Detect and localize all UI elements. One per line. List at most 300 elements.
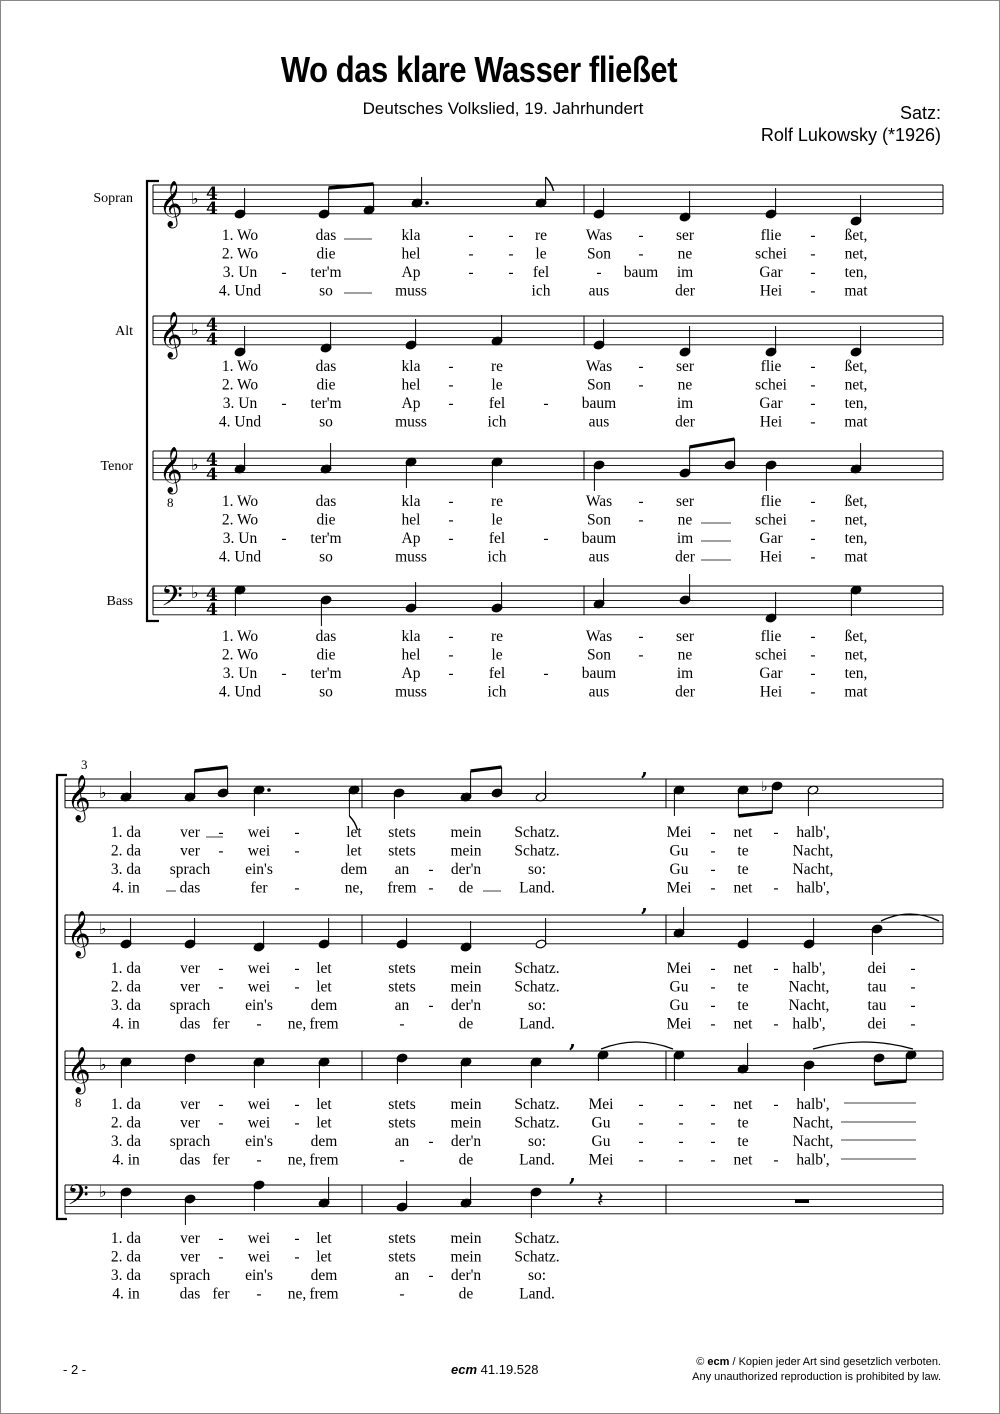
lyric-syllable: tau <box>867 978 887 996</box>
lyric-syllable: flie <box>760 493 782 510</box>
lyric-syllable: so: <box>527 1267 547 1284</box>
lyric-syllable: 4. Und <box>218 548 262 566</box>
breath-mark-icon: , <box>641 756 648 780</box>
lyric-syllable: hel <box>401 646 421 664</box>
lyric-syllable: Son <box>586 376 612 394</box>
lyric-syllable: - <box>710 997 716 1014</box>
lyric-syllable: - <box>468 245 474 263</box>
lyric-syllable: - <box>810 493 816 510</box>
lyric-syllable: mein <box>450 978 482 996</box>
lyric-syllable: an <box>394 997 410 1014</box>
key-flat-icon: ♭ <box>191 455 199 474</box>
lyric-syllable: das <box>315 628 337 645</box>
lyric-syllable: - <box>294 960 300 977</box>
lyric-syllable: - <box>281 264 287 281</box>
lyric-syllable: te <box>737 978 749 996</box>
lyric-syllable: 2. Wo <box>221 511 259 529</box>
lyric-syllable: baum <box>581 665 617 682</box>
lyric-syllable: ten, <box>844 665 868 682</box>
lyric-syllable: Gu <box>591 1114 611 1132</box>
lyric-syllable: 1. Wo <box>221 628 259 645</box>
lyric-syllable: hel <box>401 511 421 529</box>
lyric-syllable: 1. da <box>110 824 142 841</box>
lyric-syllable: halb', <box>796 879 830 897</box>
lyric-syllable: 2. da <box>110 978 142 996</box>
breath-mark-icon: , <box>569 1028 576 1052</box>
lyric-syllable: Nacht, <box>792 1114 834 1132</box>
lyric-syllable: - <box>810 548 816 566</box>
lyric-syllable: das <box>315 227 337 244</box>
time-signature-icon: 4 <box>206 585 218 605</box>
lyric-syllable: net, <box>844 646 868 664</box>
lyric-syllable: - <box>218 1114 224 1132</box>
lyric-syllable: ten, <box>844 530 868 547</box>
lyric-syllable: Nacht, <box>788 978 830 996</box>
lyric-syllable: Was <box>585 493 613 510</box>
lyric-syllable: 3. da <box>110 1133 142 1150</box>
lyric-syllable: 1. da <box>110 960 142 977</box>
lyric-syllable: sprach <box>169 1133 211 1150</box>
lyric-syllable: ich <box>487 683 507 701</box>
breath-mark-icon: , <box>569 1162 576 1186</box>
lyric-syllable: - <box>638 358 644 375</box>
page-number: - 2 - <box>63 1362 87 1377</box>
lyric-syllable: te <box>737 842 749 860</box>
octave-marker-icon: 8 <box>75 1095 82 1110</box>
lyric-syllable: 4. Und <box>218 282 262 300</box>
lyric-syllable: - <box>256 1285 262 1303</box>
lyric-syllable: le <box>491 646 503 664</box>
lyric-syllable: - <box>810 530 816 547</box>
lyric-syllable: - <box>294 1096 300 1113</box>
music-score <box>1 1 999 1413</box>
lyric-syllable: - <box>508 264 514 281</box>
lyric-syllable: der'n <box>450 1133 482 1150</box>
lyric-syllable: ten, <box>844 264 868 281</box>
piece-title: Wo das klare Wasser fließet <box>280 49 678 90</box>
lyric-syllable: muss <box>395 282 427 300</box>
arranger-name: Rolf Lukowsky (*1926) <box>760 125 941 145</box>
lyric-syllable: - <box>508 245 514 263</box>
lyric-syllable: wei <box>247 960 271 977</box>
lyric-syllable: Gu <box>591 1133 611 1150</box>
voice-name: Bass <box>106 594 133 609</box>
lyric-syllable: die <box>316 245 336 263</box>
lyric-syllable: - <box>810 683 816 701</box>
lyric-syllable: - <box>810 646 816 664</box>
lyric-syllable: - <box>710 842 716 860</box>
lyric-syllable: - <box>678 1133 684 1150</box>
lyric-syllable: mat <box>844 548 868 566</box>
lyric-syllable: dei <box>867 960 887 977</box>
lyric-syllable: - <box>448 665 454 682</box>
lyric-syllable: ter'm <box>310 530 342 547</box>
lyric-syllable: der <box>675 548 695 566</box>
system-bracket <box>147 181 159 621</box>
lyric-syllable: - <box>710 1133 716 1150</box>
beam <box>471 767 502 771</box>
lyric-syllable: let <box>316 960 332 977</box>
lyric-syllable: - <box>710 1151 716 1169</box>
lyric-syllable: Gar <box>759 264 783 281</box>
lyric-syllable: Ap <box>401 395 421 412</box>
lyric-syllable: de <box>458 1285 474 1303</box>
lyric-syllable: wei <box>247 1096 271 1113</box>
lyric-syllable: - <box>910 960 916 977</box>
lyric-syllable: - <box>596 264 602 281</box>
lyric-syllable: dem <box>310 1133 338 1150</box>
lyric-syllable: - <box>810 282 816 300</box>
lyric-syllable: de <box>458 879 474 897</box>
lyric-syllable: Son <box>586 646 612 664</box>
lyric-syllable: ten, <box>844 395 868 412</box>
lyric-syllable: de <box>458 1015 474 1033</box>
treble-clef-icon: 𝄞 <box>159 181 183 227</box>
lyric-syllable: Nacht, <box>792 842 834 860</box>
lyric-syllable: - <box>810 628 816 645</box>
lyric-syllable: 4. in <box>112 1285 140 1303</box>
key-flat-icon: ♭ <box>99 1055 107 1074</box>
lyric-syllable: dem <box>310 997 338 1014</box>
lyric-syllable: net <box>733 1096 753 1113</box>
lyric-syllable: - <box>281 665 287 682</box>
lyric-syllable: fer <box>212 1015 230 1033</box>
lyric-syllable: 3. Un <box>222 530 258 547</box>
lyric-syllable: muss <box>395 548 427 566</box>
lyric-syllable: ein's <box>245 861 273 878</box>
time-signature-icon: 4 <box>206 465 218 485</box>
lyric-syllable: so: <box>527 861 547 878</box>
lyric-syllable: 3. da <box>110 997 142 1014</box>
augmentation-dot <box>425 201 429 205</box>
lyric-syllable: Hei <box>759 548 783 566</box>
lyric-syllable: - <box>810 376 816 394</box>
lyric-syllable: ne <box>677 646 693 664</box>
lyric-syllable: frem <box>387 879 417 897</box>
lyric-syllable: hel <box>401 376 421 394</box>
beam <box>195 767 228 771</box>
lyric-syllable: Mei <box>666 879 692 897</box>
lyric-syllable: 1. Wo <box>221 493 259 510</box>
voice-name: Tenor <box>100 459 133 474</box>
lyric-syllable: te <box>737 1114 749 1132</box>
lyric-syllable: net <box>733 1015 753 1033</box>
lyric-syllable: so: <box>527 997 547 1014</box>
lyric-syllable: - <box>428 879 434 897</box>
lyric-syllable: - <box>810 511 816 529</box>
lyric-syllable: 1. da <box>110 1230 142 1247</box>
lyric-syllable: Schatz. <box>514 824 560 841</box>
lyric-syllable: net, <box>844 245 868 263</box>
lyric-syllable: - <box>678 1114 684 1132</box>
lyric-syllable: Gar <box>759 530 783 547</box>
lyric-syllable: ein's <box>245 1133 273 1150</box>
lyric-syllable: - <box>468 227 474 244</box>
lyric-syllable: Gu <box>669 861 689 878</box>
lyric-syllable: - <box>773 824 779 841</box>
lyric-syllable: - <box>448 646 454 664</box>
lyric-syllable: le <box>535 245 547 263</box>
lyric-syllable: an <box>394 1267 410 1284</box>
lyric-syllable: ßet, <box>844 493 868 510</box>
lyric-syllable: 2. Wo <box>221 646 259 664</box>
time-signature-icon: 4 <box>206 450 218 470</box>
lyric-syllable: dei <box>867 1015 887 1033</box>
bass-clef-icon: 𝄢 <box>67 1179 89 1219</box>
augmentation-dot <box>267 788 271 792</box>
lyric-syllable: 2. da <box>110 1248 142 1266</box>
lyric-syllable: - <box>294 1230 300 1247</box>
lyric-syllable: Nacht, <box>792 861 834 878</box>
lyric-syllable: aus <box>588 413 610 431</box>
lyric-syllable: stets <box>388 1114 416 1132</box>
lyric-syllable: ver <box>180 960 200 977</box>
lyric-syllable: ne <box>677 245 693 263</box>
lyric-syllable: 1. Wo <box>221 227 259 244</box>
lyric-syllable: 3. da <box>110 861 142 878</box>
lyric-syllable: fer <box>250 879 268 897</box>
lyric-syllable: - <box>710 960 716 977</box>
lyric-syllable: ich <box>487 413 507 431</box>
lyric-syllable: te <box>737 997 749 1014</box>
lyric-syllable: mein <box>450 960 482 977</box>
lyric-syllable: - <box>218 1248 224 1266</box>
lyric-syllable: net <box>733 824 753 841</box>
measure-number: 3 <box>81 757 88 772</box>
lyric-syllable: re <box>490 493 504 510</box>
lyric-syllable: - <box>810 227 816 244</box>
lyric-syllable: let <box>346 842 362 860</box>
lyric-syllable: ßet, <box>844 358 868 375</box>
lyric-syllable: 1. Wo <box>221 358 259 375</box>
lyric-syllable: schei <box>755 376 787 394</box>
lyric-syllable: muss <box>395 683 427 701</box>
lyric-syllable: 3. da <box>110 1267 142 1284</box>
lyric-syllable: halb', <box>796 1151 830 1169</box>
lyric-syllable: ver <box>180 842 200 860</box>
lyric-syllable: ver <box>180 1248 200 1266</box>
lyric-syllable: baum <box>581 395 617 412</box>
lyric-syllable: - <box>678 1096 684 1113</box>
lyric-syllable: dem <box>340 861 368 878</box>
voice-name: Alt <box>115 324 133 339</box>
catalog-number: ecm 41.19.528 <box>451 1362 539 1377</box>
lyric-syllable: Son <box>586 245 612 263</box>
lyric-syllable: stets <box>388 1248 416 1266</box>
lyric-syllable: - <box>399 1151 405 1169</box>
lyric-syllable: mein <box>450 1248 482 1266</box>
lyric-syllable: Nacht, <box>792 1133 834 1150</box>
lyric-syllable: - <box>428 997 434 1014</box>
lyric-syllable: - <box>294 1248 300 1266</box>
arranger-label: Satz: <box>899 103 941 123</box>
lyric-syllable: 2. Wo <box>221 245 259 263</box>
lyric-syllable: ser <box>675 493 695 510</box>
lyric-syllable: net <box>733 960 753 977</box>
lyric-syllable: das <box>179 1151 201 1169</box>
lyric-syllable: wei <box>247 978 271 996</box>
lyric-syllable: stets <box>388 978 416 996</box>
lyric-syllable: Gu <box>669 997 689 1014</box>
copyright-icon: © <box>696 1356 705 1368</box>
lyric-syllable: Gar <box>759 395 783 412</box>
lyric-syllable: - <box>910 1015 916 1033</box>
lyric-syllable: ver <box>180 824 200 841</box>
lyric-syllable: - <box>218 1230 224 1247</box>
lyric-syllable: - <box>428 1133 434 1150</box>
lyric-syllable: frem <box>309 1015 339 1033</box>
lyric-syllable: stets <box>388 1096 416 1113</box>
lyric-syllable: im <box>676 264 694 281</box>
lyric-syllable: re <box>490 628 504 645</box>
time-signature-icon: 4 <box>206 330 218 350</box>
lyric-syllable: die <box>316 376 336 394</box>
lyric-syllable: Hei <box>759 683 783 701</box>
lyric-syllable: mat <box>844 413 868 431</box>
lyric-syllable: frem <box>309 1151 339 1169</box>
lyric-syllable: fel <box>488 530 506 547</box>
lyric-syllable: - <box>543 395 549 412</box>
key-flat-icon: ♭ <box>99 919 107 938</box>
lyric-syllable: dem <box>310 1267 338 1284</box>
beam <box>690 439 735 447</box>
lyric-syllable: let <box>316 1230 332 1247</box>
lyric-syllable: - <box>710 879 716 897</box>
lyric-syllable: - <box>773 1096 779 1113</box>
lyric-syllable: Mei <box>588 1096 614 1113</box>
lyric-syllable: ser <box>675 628 695 645</box>
lyric-syllable: ne <box>677 376 693 394</box>
lyric-syllable: - <box>810 413 816 431</box>
lyric-syllable: so <box>319 683 333 701</box>
key-flat-icon: ♭ <box>191 583 199 602</box>
lyric-syllable: fel <box>488 395 506 412</box>
lyric-syllable: - <box>710 1015 716 1033</box>
lyric-syllable: Gu <box>669 978 689 996</box>
lyric-syllable: wei <box>247 824 271 841</box>
lyric-syllable: net <box>733 1151 753 1169</box>
lyric-syllable: wei <box>247 1230 271 1247</box>
lyric-syllable: an <box>394 861 410 878</box>
lyric-syllable: - <box>281 395 287 412</box>
lyric-syllable: - <box>543 665 549 682</box>
lyric-syllable: - <box>638 628 644 645</box>
treble-clef-icon: 𝄞 <box>67 911 91 957</box>
lyric-syllable: tau <box>867 997 887 1014</box>
slur <box>601 1042 673 1049</box>
lyric-syllable: - <box>710 978 716 996</box>
lyric-syllable: Nacht, <box>788 997 830 1014</box>
lyric-syllable: - <box>448 511 454 529</box>
lyric-syllable: das <box>179 1285 201 1303</box>
lyric-syllable: Land. <box>519 1151 555 1169</box>
lyric-syllable: stets <box>388 824 416 841</box>
lyric-syllable: Schatz. <box>514 1248 560 1266</box>
lyric-syllable: stets <box>388 842 416 860</box>
lyric-syllable: kla <box>401 227 421 244</box>
lyric-syllable: - <box>810 395 816 412</box>
lyric-syllable: - <box>638 493 644 510</box>
lyric-syllable: kla <box>401 493 421 510</box>
lyric-syllable: Schatz. <box>514 960 560 977</box>
lyric-syllable: ne, <box>287 1015 307 1033</box>
beam <box>738 812 772 816</box>
lyric-syllable: Mei <box>666 1015 692 1033</box>
lyric-syllable: le <box>491 511 503 529</box>
lyric-syllable: Hei <box>759 413 783 431</box>
lyric-syllable: der <box>675 282 695 300</box>
lyric-syllable: - <box>428 1267 434 1284</box>
lyric-syllable: ne <box>677 511 693 529</box>
lyric-syllable: - <box>773 1151 779 1169</box>
ecm-logo-icon: ecm <box>707 1356 730 1368</box>
lyric-syllable: ßet, <box>844 628 868 645</box>
lyric-syllable: - <box>638 1096 644 1113</box>
lyric-syllable: 2. da <box>110 842 142 860</box>
lyric-syllable: let <box>316 1248 332 1266</box>
system-bracket <box>57 775 67 1219</box>
lyric-syllable: - <box>256 1151 262 1169</box>
lyric-syllable: - <box>281 530 287 547</box>
lyric-syllable: Mei <box>666 960 692 977</box>
lyric-syllable: frem <box>309 1285 339 1303</box>
lyric-syllable: an <box>394 1133 410 1150</box>
lyric-syllable: im <box>676 665 694 682</box>
lyric-syllable: - <box>638 511 644 529</box>
lyric-syllable: 4. in <box>112 879 140 897</box>
whole-rest-icon <box>795 1199 809 1203</box>
lyric-syllable: schei <box>755 245 787 263</box>
lyric-syllable: mein <box>450 1114 482 1132</box>
lyric-syllable: sprach <box>169 861 211 878</box>
lyric-syllable: mat <box>844 282 868 300</box>
lyric-syllable: - <box>508 227 514 244</box>
lyric-syllable: - <box>448 395 454 412</box>
quarter-rest-icon: 𝄽 <box>597 1188 604 1213</box>
treble-clef-icon: 𝄞 <box>67 1047 91 1093</box>
lyric-syllable: stets <box>388 1230 416 1247</box>
lyric-syllable: der <box>675 413 695 431</box>
lyric-syllable: Gu <box>669 842 689 860</box>
lyric-syllable: ver <box>180 978 200 996</box>
lyric-syllable: baum <box>581 530 617 547</box>
lyric-syllable: wei <box>247 1114 271 1132</box>
lyric-syllable: ter'm <box>310 665 342 682</box>
lyric-syllable: fel <box>488 665 506 682</box>
lyric-syllable: der <box>675 683 695 701</box>
lyric-syllable: kla <box>401 628 421 645</box>
lyric-syllable: das <box>179 879 201 897</box>
lyric-syllable: Son <box>586 511 612 529</box>
lyric-syllable: Schatz. <box>514 842 560 860</box>
lyric-syllable: ein's <box>245 1267 273 1284</box>
lyric-syllable: ver <box>180 1096 200 1113</box>
lyric-syllable: - <box>256 1015 262 1033</box>
lyric-syllable: - <box>710 861 716 878</box>
lyric-syllable: ich <box>531 282 551 300</box>
lyric-syllable: - <box>638 245 644 263</box>
key-flat-icon: ♭ <box>99 783 107 802</box>
lyric-syllable: aus <box>588 548 610 566</box>
time-signature-icon: 4 <box>206 184 218 204</box>
lyric-syllable: - <box>710 1096 716 1113</box>
lyric-syllable: Was <box>585 227 613 244</box>
lyric-syllable: 1. da <box>110 1096 142 1113</box>
lyric-syllable: - <box>638 227 644 244</box>
lyric-syllable: Land. <box>519 1285 555 1303</box>
lyric-syllable: - <box>710 1114 716 1132</box>
lyric-syllable: Schatz. <box>514 1096 560 1113</box>
